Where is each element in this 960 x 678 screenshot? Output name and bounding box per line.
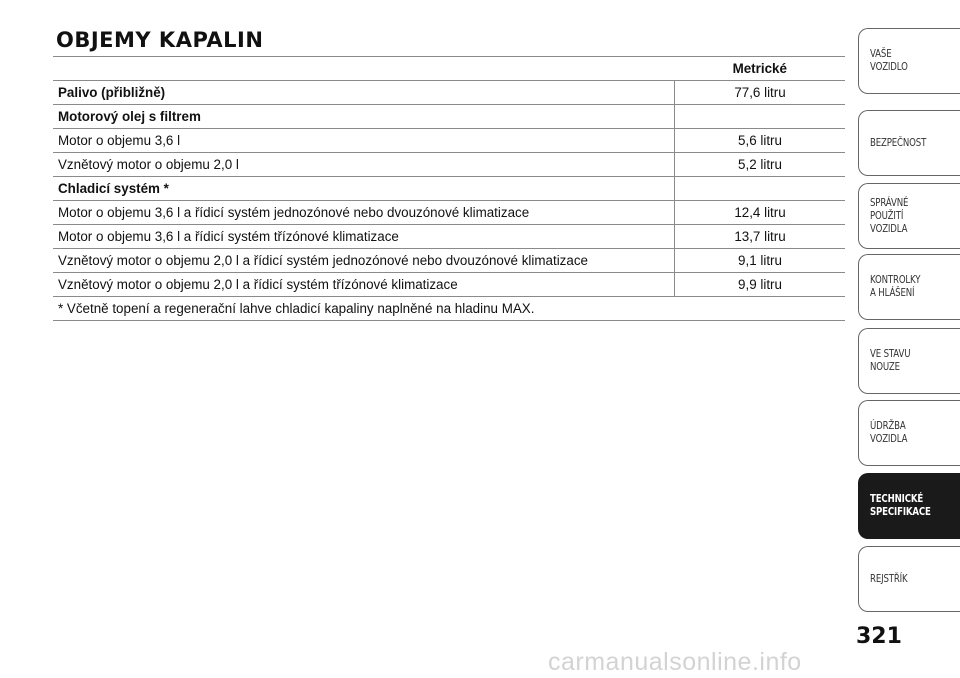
row-value: 9,1 litru	[675, 249, 846, 273]
tab-spravne-pouziti-vozidla[interactable]	[858, 183, 960, 249]
tab-vase-vozidlo[interactable]	[858, 28, 960, 94]
fluid-capacities-table	[53, 56, 845, 321]
row-value: 13,7 litru	[675, 225, 846, 249]
table-row	[53, 225, 845, 249]
watermark: carmanualsonline.info	[548, 648, 802, 676]
table-footnote: * Včetně topení a regenerační lahve chladicí kapaliny naplněné na hladinu MAX.	[53, 297, 845, 321]
row-label: Motor o objemu 3,6 l a řídicí systém jednozónové nebo dvouzónové klimatizace	[53, 201, 675, 225]
row-value	[675, 177, 846, 201]
tab-ve-stavu-nouze[interactable]	[858, 328, 960, 394]
tab-label: VAŠE VOZIDLO	[870, 48, 908, 73]
table-row	[53, 81, 845, 105]
row-label: Vznětový motor o objemu 2,0 l a řídicí systém jednozónové nebo dvouzónové klimatizace	[53, 249, 675, 273]
row-label: Vznětový motor o objemu 2,0 l	[53, 153, 675, 177]
row-value: 5,6 litru	[675, 129, 846, 153]
row-label: Chladicí systém *	[53, 177, 675, 201]
table-section-row	[53, 177, 845, 201]
row-label: Vznětový motor o objemu 2,0 l a řídicí systém třízónové klimatizace	[53, 273, 675, 297]
tab-label: TECHNICKÉ SPECIFIKACE	[870, 493, 931, 518]
tab-udrzba-vozidla[interactable]	[858, 400, 960, 466]
tab-label: REJSTŘÍK	[870, 572, 908, 585]
row-value: 9,9 litru	[675, 273, 846, 297]
tab-label: VE STAVU NOUZE	[870, 348, 911, 373]
table-row	[53, 249, 845, 273]
row-value: 12,4 litru	[675, 201, 846, 225]
row-value: 5,2 litru	[675, 153, 846, 177]
row-label: Palivo (přibližně)	[53, 81, 675, 105]
header-value-cell: Metrické	[675, 57, 846, 81]
tab-rejstrik[interactable]	[858, 546, 960, 612]
row-value	[675, 105, 846, 129]
tab-bezpecnost[interactable]	[858, 110, 960, 176]
tab-kontrolky-a-hlaseni[interactable]	[858, 254, 960, 320]
page-title: OBJEMY KAPALIN	[56, 28, 264, 52]
table-footnote-row	[53, 297, 845, 321]
row-label: Motorový olej s filtrem	[53, 105, 675, 129]
tab-label: ÚDRŽBA VOZIDLA	[870, 420, 908, 445]
table-row	[53, 201, 845, 225]
table-header-row	[53, 57, 845, 81]
tab-technicke-specifikace[interactable]	[858, 473, 960, 539]
tab-label: KONTROLKY A HLÁŠENÍ	[870, 274, 921, 299]
row-label: Motor o objemu 3,6 l a řídicí systém třízónové klimatizace	[53, 225, 675, 249]
row-label: Motor o objemu 3,6 l	[53, 129, 675, 153]
tab-label: SPRÁVNÉ POUŽITÍ VOZIDLA	[870, 196, 909, 235]
table-row	[53, 129, 845, 153]
tab-label: BEZPEČNOST	[870, 136, 927, 149]
page-number: 321	[856, 624, 902, 649]
table-row	[53, 273, 845, 297]
table-section-row	[53, 105, 845, 129]
header-label-cell	[53, 57, 675, 81]
table-row	[53, 153, 845, 177]
row-value: 77,6 litru	[675, 81, 846, 105]
